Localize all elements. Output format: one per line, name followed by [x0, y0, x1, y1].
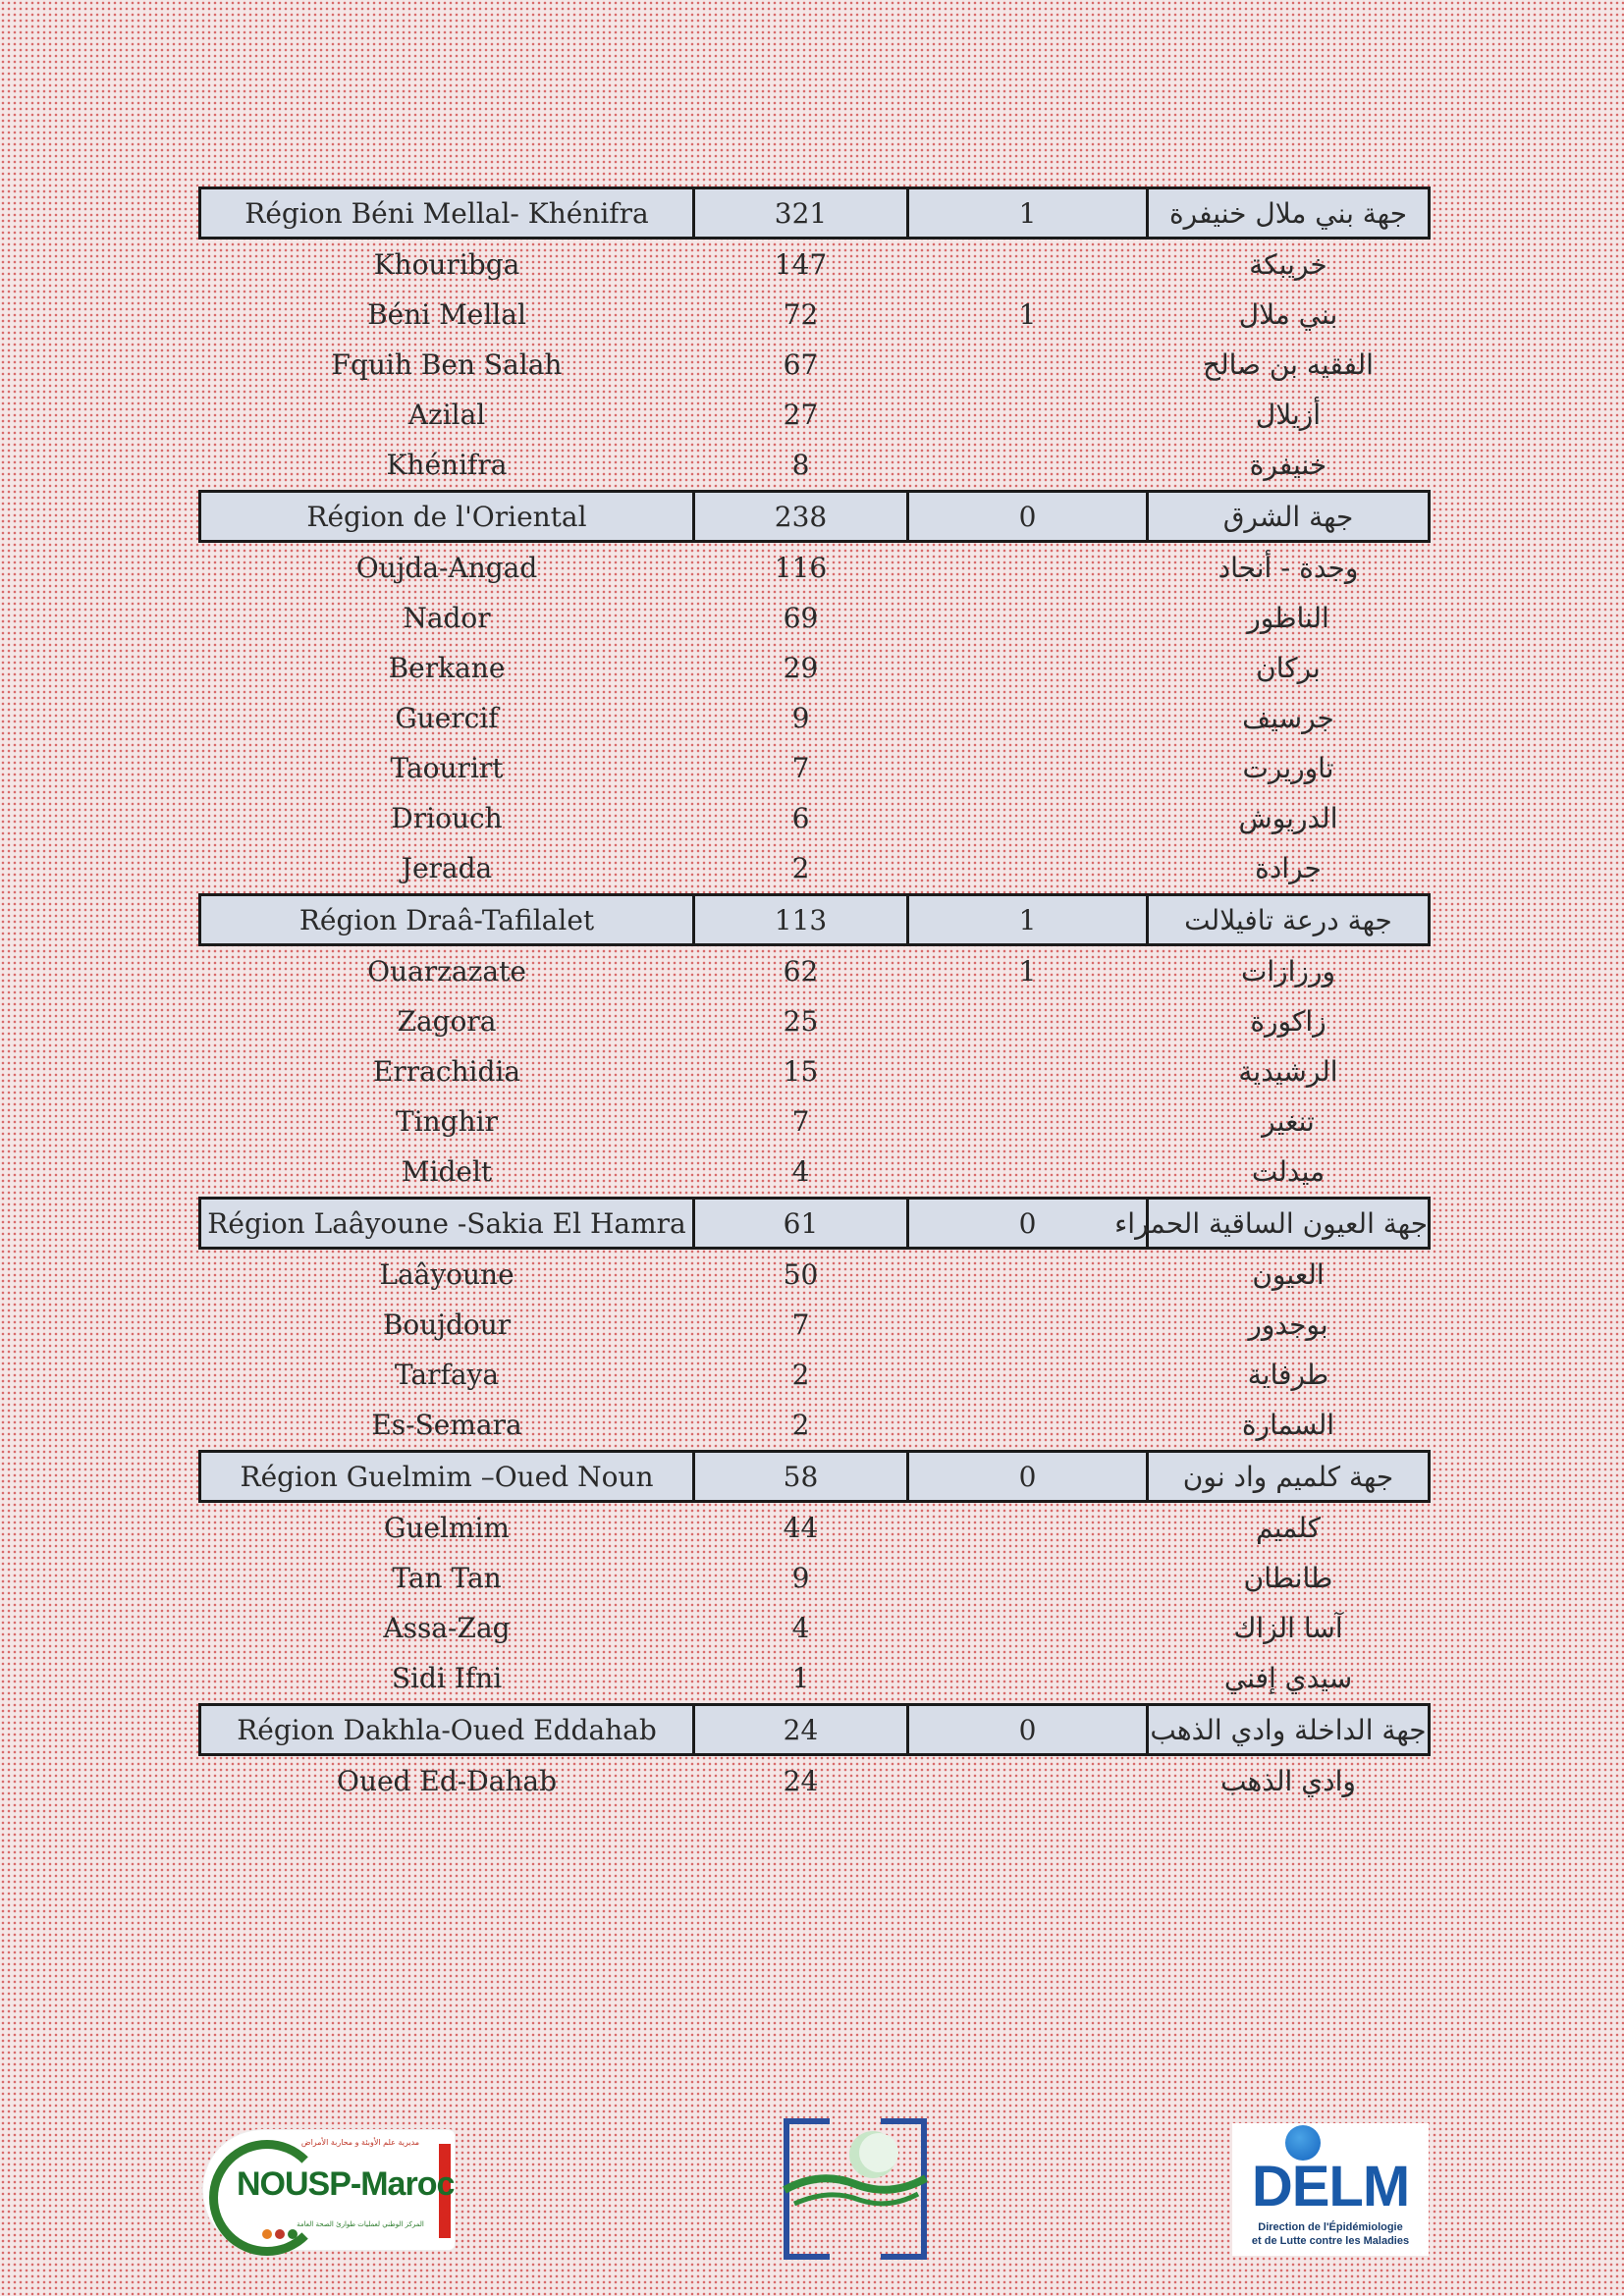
province-second-count	[908, 1400, 1148, 1452]
province-name-arabic: تاوريرت	[1242, 752, 1334, 784]
province-second-count	[908, 843, 1148, 895]
province-second-count	[908, 1300, 1148, 1350]
province-second-count	[908, 1553, 1148, 1603]
province-name: Sidi Ifni	[391, 1662, 503, 1694]
province-second-count: 1	[1018, 955, 1037, 988]
province-row	[200, 643, 1430, 693]
province-second-count: 1	[1018, 298, 1037, 331]
region-second-count: 0	[908, 1199, 1148, 1249]
region-row	[200, 492, 1430, 542]
province-total: 1	[791, 1662, 810, 1694]
province-row	[200, 1096, 1430, 1147]
province-name: Azilal	[407, 399, 486, 431]
province-total: 15	[783, 1055, 819, 1088]
province-name-arabic: بني ملال	[1238, 298, 1338, 331]
province-name-arabic: ميدلت	[1251, 1155, 1326, 1188]
region-name-arabic: جهة كلميم واد نون	[1148, 1452, 1430, 1502]
province-total: 9	[791, 702, 810, 734]
province-total: 29	[783, 652, 819, 684]
regional-cases-table	[198, 187, 1431, 1806]
province-name-arabic: الدريوش	[1238, 802, 1338, 834]
region-name: Région Dakhla-Oued Eddahab	[200, 1705, 694, 1755]
province-second-count	[908, 693, 1148, 743]
province-name-arabic: السمارة	[1241, 1409, 1335, 1441]
region-row	[200, 895, 1430, 945]
province-name-arabic: خنيفرة	[1249, 449, 1327, 481]
province-name-arabic: وادي الذهب	[1220, 1765, 1356, 1797]
province-second-count	[908, 793, 1148, 843]
province-name-arabic: الفقيه بن صالح	[1203, 348, 1374, 381]
province-row	[200, 1046, 1430, 1096]
region-name-arabic: جهة بني ملال خنيفرة	[1148, 188, 1430, 239]
province-total: 2	[791, 1359, 810, 1391]
province-name-arabic: زاكورة	[1250, 1005, 1326, 1038]
province-name: Guelmim	[384, 1512, 510, 1544]
province-name: Khénifra	[386, 449, 508, 481]
region-total: 58	[694, 1452, 908, 1502]
province-total: 24	[783, 1765, 819, 1797]
province-name-arabic: جرسيف	[1242, 702, 1334, 734]
region-name: Région Béni Mellal- Khénifra	[200, 188, 694, 239]
province-name: Berkane	[388, 652, 506, 684]
province-name-arabic: طرفاية	[1247, 1359, 1329, 1391]
province-row	[200, 1300, 1430, 1350]
region-name-arabic: جهة درعة تافيلالت	[1148, 895, 1430, 945]
province-total: 4	[791, 1612, 810, 1644]
emblem-icon	[781, 2115, 930, 2263]
province-name: Oued Ed-Dahab	[337, 1765, 557, 1797]
province-second-count	[908, 743, 1148, 793]
province-total: 67	[783, 348, 819, 381]
province-name: Tarfaya	[394, 1359, 500, 1391]
table-body	[200, 188, 1430, 1807]
province-name-arabic: آسا الزاك	[1233, 1612, 1343, 1644]
province-name-arabic: كلميم	[1256, 1512, 1321, 1544]
province-total: 50	[783, 1258, 819, 1291]
region-name: Région de l'Oriental	[200, 492, 694, 542]
province-name: Khouribga	[373, 248, 520, 281]
province-name: Béni Mellal	[367, 298, 526, 331]
province-name-arabic: الناظور	[1247, 602, 1329, 634]
nousp-arabic-bottom: المركز الوطني لعمليات طوارئ الصحة العامة	[297, 2220, 424, 2228]
logo-dots	[262, 2224, 300, 2243]
province-total: 7	[791, 752, 810, 784]
province-name: Errachidia	[372, 1055, 521, 1088]
province-name-arabic: جرادة	[1255, 852, 1322, 884]
province-row	[200, 1502, 1430, 1554]
province-name: Assa-Zag	[383, 1612, 511, 1644]
province-name: Laâyoune	[379, 1258, 514, 1291]
province-total: 7	[791, 1105, 810, 1138]
province-second-count	[908, 1755, 1148, 1807]
province-total: 116	[774, 552, 828, 584]
province-name: Es-Semara	[371, 1409, 522, 1441]
province-row	[200, 996, 1430, 1046]
province-name-arabic: تنغير	[1262, 1105, 1315, 1138]
province-name-arabic: العيون	[1252, 1258, 1325, 1291]
province-total: 27	[783, 399, 819, 431]
province-name-arabic: ورزازات	[1240, 955, 1335, 988]
province-second-count	[908, 1046, 1148, 1096]
province-second-count	[908, 996, 1148, 1046]
province-name: Tan Tan	[392, 1562, 502, 1594]
province-second-count	[908, 593, 1148, 643]
region-total: 238	[694, 492, 908, 542]
delm-line2: et de Lutte contre les Maladies	[1251, 2235, 1410, 2247]
province-name-arabic: وجدة - أنجاد	[1218, 552, 1359, 584]
province-row	[200, 542, 1430, 594]
region-total: 321	[694, 188, 908, 239]
province-row	[200, 1755, 1430, 1807]
province-row	[200, 593, 1430, 643]
province-name: Taourirt	[390, 752, 504, 784]
region-name-arabic: جهة العيون الساقية الحمراء	[1148, 1199, 1430, 1249]
province-row	[200, 793, 1430, 843]
province-second-count	[908, 643, 1148, 693]
province-total: 69	[783, 602, 819, 634]
delm-name: DELM	[1251, 2155, 1410, 2218]
province-name: Driouch	[391, 802, 503, 834]
province-row	[200, 440, 1430, 492]
province-second-count	[908, 1603, 1148, 1653]
province-row	[200, 945, 1430, 997]
province-row	[200, 1553, 1430, 1603]
region-row	[200, 188, 1430, 239]
province-row	[200, 1249, 1430, 1301]
province-second-count	[908, 1249, 1148, 1301]
province-name: Nador	[403, 602, 491, 634]
province-row	[200, 290, 1430, 340]
region-row	[200, 1199, 1430, 1249]
province-name: Zagora	[397, 1005, 497, 1038]
province-name-arabic: خريبكة	[1249, 248, 1327, 281]
province-name-arabic: بوجدور	[1248, 1308, 1328, 1341]
province-second-count	[908, 1350, 1148, 1400]
province-total: 7	[791, 1308, 810, 1341]
province-name-arabic: الرشيدية	[1238, 1055, 1338, 1088]
province-second-count	[908, 1147, 1148, 1199]
province-row	[200, 1400, 1430, 1452]
province-row	[200, 390, 1430, 440]
province-total: 62	[783, 955, 819, 988]
province-second-count	[908, 340, 1148, 390]
region-row	[200, 1705, 1430, 1755]
province-row	[200, 340, 1430, 390]
province-second-count	[908, 440, 1148, 492]
province-second-count	[908, 390, 1148, 440]
province-name: Boujdour	[382, 1308, 512, 1341]
province-name-arabic: سيدي إفني	[1223, 1662, 1353, 1694]
province-name: Jerada	[401, 852, 493, 884]
delm-line1: Direction de l'Épidémiologie	[1258, 2221, 1403, 2233]
province-row	[200, 1147, 1430, 1199]
ministry-emblem-logo	[781, 2115, 930, 2263]
province-row	[200, 1603, 1430, 1653]
province-total: 9	[791, 1562, 810, 1594]
province-second-count	[908, 1502, 1148, 1554]
province-total: 44	[783, 1512, 819, 1544]
region-total: 61	[694, 1199, 908, 1249]
province-total: 2	[791, 852, 810, 884]
delm-logo	[1232, 2123, 1429, 2256]
province-name: Oujda-Angad	[355, 552, 538, 584]
province-row	[200, 843, 1430, 895]
province-total: 6	[791, 802, 810, 834]
province-total: 72	[783, 298, 819, 331]
province-row	[200, 1350, 1430, 1400]
province-name-arabic: أزيلال	[1255, 399, 1322, 431]
province-name: Fquih Ben Salah	[331, 348, 563, 381]
province-second-count	[908, 239, 1148, 291]
province-row	[200, 1653, 1430, 1705]
province-second-count	[908, 1653, 1148, 1705]
province-row	[200, 239, 1430, 291]
region-name: Région Draâ-Tafilalet	[200, 895, 694, 945]
region-name-arabic: جهة الشرق	[1148, 492, 1430, 542]
region-second-count: 0	[908, 1705, 1148, 1755]
province-row	[200, 743, 1430, 793]
region-second-count: 1	[908, 188, 1148, 239]
province-second-count	[908, 1096, 1148, 1147]
region-total: 113	[694, 895, 908, 945]
province-second-count	[908, 542, 1148, 594]
province-total: 2	[791, 1409, 810, 1441]
province-row	[200, 693, 1430, 743]
region-name: Région Laâyoune -Sakia El Hamra	[200, 1199, 694, 1249]
province-name: Midelt	[401, 1155, 493, 1188]
nousp-name: NOUSP-Maroc	[237, 2165, 455, 2203]
province-total: 147	[774, 248, 828, 281]
province-total: 8	[791, 449, 810, 481]
region-name: Région Guelmim –Oued Noun	[200, 1452, 694, 1502]
province-total: 25	[783, 1005, 819, 1038]
region-row	[200, 1452, 1430, 1502]
region-name-arabic: جهة الداخلة وادي الذهب	[1148, 1705, 1430, 1755]
province-name: Tinghir	[396, 1105, 498, 1138]
region-second-count: 1	[908, 895, 1148, 945]
region-second-count: 0	[908, 1452, 1148, 1502]
region-second-count: 0	[908, 492, 1148, 542]
province-name-arabic: طانطان	[1243, 1562, 1333, 1594]
province-name: Ouarzazate	[367, 955, 526, 988]
province-name-arabic: بركان	[1256, 652, 1321, 684]
nousp-arabic-top: مديرية علم الأوبئة و محاربة الأمراض	[300, 2138, 420, 2147]
province-name: Guercif	[395, 702, 499, 734]
region-total: 24	[694, 1705, 908, 1755]
province-total: 4	[791, 1155, 810, 1188]
nousp-maroc-logo	[203, 2130, 455, 2250]
